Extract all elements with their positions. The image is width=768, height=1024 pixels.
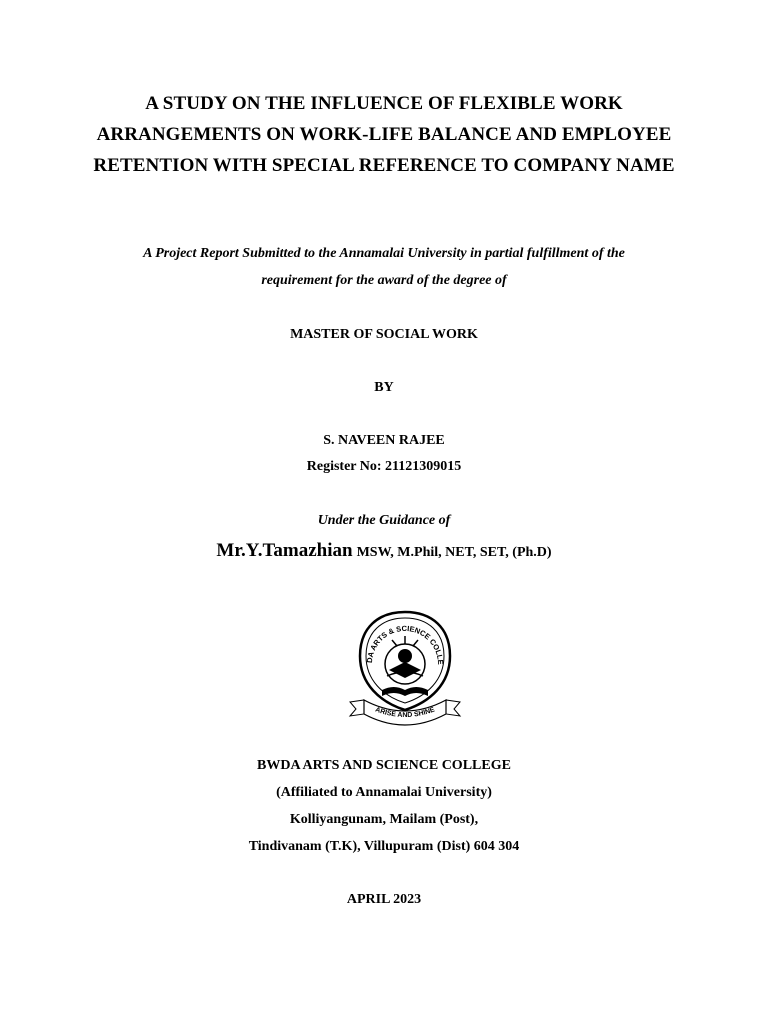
svg-text:ARISE AND SHINE: ARISE AND SHINE xyxy=(374,706,436,720)
submission-line-1: A Project Report Submitted to the Annamalai University in partial fulfillment of the xyxy=(143,246,625,261)
college-seal-icon xyxy=(342,606,468,736)
by-label: BY xyxy=(374,380,394,395)
guide-qualifications: MSW, M.Phil, NET, SET, (Ph.D) xyxy=(356,545,552,560)
guidance-label: Under the Guidance of xyxy=(317,513,451,528)
svg-text:BWDA ARTS & SCIENCE COLLEGE: DA ARTS & SCIENCE COLLE xyxy=(364,623,446,665)
submission-date: APRIL 2023 xyxy=(346,892,422,907)
student-name: S. NAVEEN RAJEE xyxy=(323,433,445,448)
submission-line-2: requirement for the award of the degree of xyxy=(261,273,507,288)
degree-name: MASTER OF SOCIAL WORK xyxy=(290,327,478,342)
college-affiliation: (Affiliated to Annamalai University) xyxy=(276,785,492,800)
title-line-2: ARRANGEMENTS ON WORK-LIFE BALANCE AND EMPLOYEE xyxy=(96,124,672,145)
college-address-line-1: Kolliyangunam, Mailam (Post), xyxy=(289,812,479,827)
title-line-3: RETENTION WITH SPECIAL REFERENCE TO COMPANY NAME xyxy=(93,155,675,176)
college-name: BWDA ARTS AND SCIENCE COLLEGE xyxy=(257,758,511,773)
college-logo xyxy=(342,606,468,736)
college-address-line-2: Tindivanam (T.K), Villupuram (Dist) 604 304 xyxy=(248,839,520,854)
title-line-1: A STUDY ON THE INFLUENCE OF FLEXIBLE WORK xyxy=(145,93,623,114)
guide-line xyxy=(0,539,768,565)
guide-name: Mr.Y.Tamazhian xyxy=(216,540,353,561)
register-number: Register No: 21121309015 xyxy=(306,459,462,474)
